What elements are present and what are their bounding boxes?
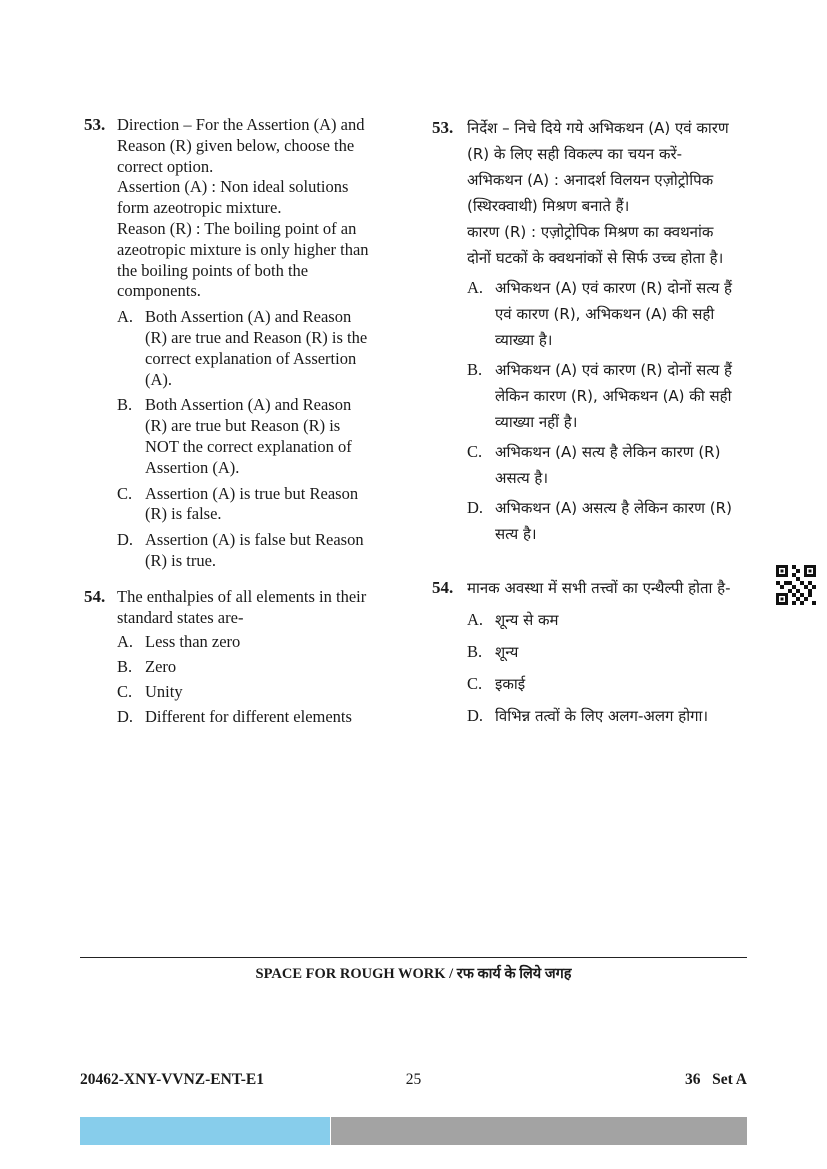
option-label: B. <box>467 642 483 661</box>
footer-set: 36 Set A <box>685 1071 747 1088</box>
option-b <box>117 395 400 478</box>
option-line: Assertion (A) is true but Reason <box>145 483 359 503</box>
option-label: C. <box>467 442 483 461</box>
stem-line: Assertion (A) : Non ideal solutions <box>117 177 349 197</box>
stem-line: दोनों घटकों के क्वथनांकों से सिर्फ उच्च होता है। <box>467 249 724 267</box>
option-text: विभिन्न तत्वों के लिए अलग-अलग होगा। <box>495 707 709 725</box>
option-line: Assertion (A). <box>145 457 240 477</box>
question-54-english <box>80 587 400 728</box>
rough-work-label: SPACE FOR ROUGH WORK / रफ कार्य के लिये जगह <box>255 966 572 982</box>
option-line: व्याख्या नहीं है। <box>495 413 578 431</box>
question-stem <box>467 575 755 601</box>
option-b <box>117 657 400 678</box>
stem-line: Direction – For the Assertion (A) and <box>117 115 365 134</box>
option-text: Zero <box>145 657 177 677</box>
option-line: सत्य है। <box>495 525 537 543</box>
stem-line: कारण (R) : एज़ोट्रोपिक मिश्रण का क्वथनांक <box>467 223 714 241</box>
option-line: correct explanation of Assertion <box>145 348 357 368</box>
stem-line: अभिकथन (A) : अनादर्श विलयन एज़ोट्रोपिक <box>467 171 714 189</box>
option-text: इकाई <box>495 675 526 693</box>
stem-line: Reason (R) given below, choose the <box>117 135 355 155</box>
option-text: शून्य <box>495 643 519 661</box>
option-text: Different for different elements <box>145 706 352 726</box>
option-label: A. <box>467 278 484 297</box>
option-label: D. <box>117 706 134 726</box>
question-number: 53. <box>432 118 454 137</box>
option-text: Less than zero <box>145 632 241 652</box>
option-label: A. <box>117 632 134 652</box>
footer-code: 20462-XNY-VVNZ-ENT-E1 <box>80 1071 265 1088</box>
option-line: NOT the correct explanation of <box>145 436 352 456</box>
option-line: अभिकथन (A) सत्य है लेकिन कारण (R) <box>495 443 721 461</box>
option-label: D. <box>117 530 134 550</box>
stem-line: The enthalpies of all elements in their <box>117 586 367 606</box>
stem-line: (R) के लिए सही विकल्प का चयन करें- <box>467 145 683 163</box>
option-c <box>117 484 400 526</box>
option-line: Both Assertion (A) and Reason <box>145 307 352 327</box>
option-label: C. <box>467 674 483 693</box>
stem-line: (स्थिरक्वाथी) मिश्रण बनाते हैं। <box>467 197 630 215</box>
option-b <box>467 639 755 665</box>
question-stem <box>117 587 400 629</box>
page-number: 25 <box>405 1071 422 1088</box>
question-stem <box>117 115 400 302</box>
option-line: (A). <box>145 369 173 389</box>
stem-line: निर्देश – निचे दिये गये अभिकथन (A) एवं कारण <box>467 119 729 137</box>
option-label: B. <box>117 657 133 677</box>
option-b <box>467 357 755 435</box>
option-a <box>117 307 400 390</box>
option-line: अभिकथन (A) एवं कारण (R) दोनों सत्य हैं <box>495 279 733 297</box>
option-line: व्याख्या है। <box>495 331 553 349</box>
question-53-hindi <box>430 115 755 547</box>
option-line: अभिकथन (A) एवं कारण (R) दोनों सत्य हैं <box>495 361 733 379</box>
option-label: A. <box>467 610 484 629</box>
option-label: B. <box>117 395 133 415</box>
option-a <box>467 607 755 633</box>
option-line: अभिकथन (A) असत्य है लेकिन कारण (R) <box>495 499 732 517</box>
option-a <box>467 275 755 353</box>
hindi-column <box>430 115 755 729</box>
option-line: (R) are true and Reason (R) is the <box>145 327 368 347</box>
stem-line: azeotropic mixture is only higher than <box>117 239 369 259</box>
option-text: शून्य से कम <box>495 611 559 629</box>
question-54-hindi <box>430 575 755 729</box>
english-column <box>80 115 400 728</box>
footer-bar-right <box>331 1117 747 1145</box>
option-c <box>467 439 755 491</box>
option-c <box>117 682 400 703</box>
option-text: Unity <box>145 681 183 701</box>
option-d <box>467 703 755 729</box>
option-label: D. <box>467 498 484 517</box>
question-number: 54. <box>432 578 454 597</box>
qr-code-icon <box>776 565 816 605</box>
question-number: 54. <box>84 586 106 606</box>
stem-line: मानक अवस्था में सभी तत्त्वों का एन्थैल्पी होता है- <box>467 579 731 597</box>
option-line: (R) is true. <box>145 550 217 570</box>
stem-line: form azeotropic mixture. <box>117 198 282 218</box>
stem-line: the boiling points of both the <box>117 260 309 280</box>
rough-work-divider <box>80 957 747 958</box>
option-d <box>467 495 755 547</box>
option-label: B. <box>467 360 483 379</box>
option-line: Both Assertion (A) and Reason <box>145 395 352 415</box>
option-line: Assertion (A) is false but Reason <box>145 530 364 550</box>
option-c <box>467 671 755 697</box>
option-line: लेकिन कारण (R), अभिकथन (A) की सही <box>495 387 732 405</box>
option-line: (R) are true but Reason (R) is <box>145 416 341 436</box>
question-number: 53. <box>84 115 106 134</box>
option-d <box>117 707 400 728</box>
option-line: एवं कारण (R), अभिकथन (A) की सही <box>495 305 715 323</box>
option-d <box>117 530 400 572</box>
option-a <box>117 632 400 653</box>
option-label: A. <box>117 307 134 327</box>
stem-line: Reason (R) : The boiling point of an <box>117 218 357 238</box>
option-line: असत्य है। <box>495 469 549 487</box>
footer-bar-left <box>80 1117 330 1145</box>
stem-line: correct option. <box>117 156 214 176</box>
question-53-english <box>80 115 400 572</box>
option-line: (R) is false. <box>145 504 222 524</box>
option-label: C. <box>117 681 133 701</box>
stem-line: standard states are- <box>117 607 244 627</box>
option-label: D. <box>467 706 484 725</box>
stem-line: components. <box>117 281 201 301</box>
question-stem <box>467 115 755 271</box>
option-label: C. <box>117 483 133 503</box>
